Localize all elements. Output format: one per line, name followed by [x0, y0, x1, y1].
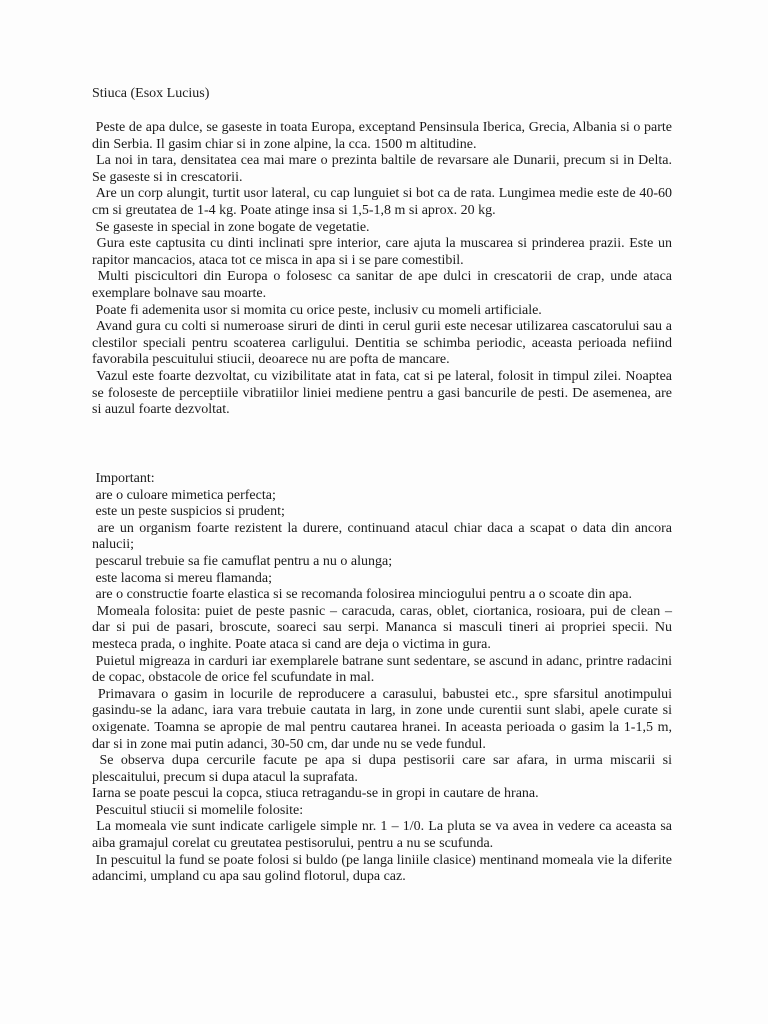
intro-paragraph: Multi piscicultori din Europa o folosesc ca sanitar de ape dulci in crescatorii de crap, unde ataca exemplare bolnave sau moarte. [92, 269, 676, 301]
fishing-heading: Pescuitul stiucii si momelile folosite: [92, 802, 304, 818]
important-item: este un peste suspicios si prudent; [92, 504, 285, 520]
intro-paragraph: Peste de apa dulce, se gaseste in toata Europa, exceptand Pensinsula Iberica, Grecia, Albania si o parte din Serbia. Il gasim chiar si in zone alpine, la cca. 1500 m altitudine. [92, 120, 676, 152]
intro-section [92, 120, 676, 419]
intro-paragraph: Se gaseste in special in zone bogate de vegetatie. [92, 219, 370, 235]
important-item: are o culoare mimetica perfecta; [92, 487, 276, 503]
live-bait-paragraph: La momeala vie sunt indicate carligele simple nr. 1 – 1/0. La pluta se va avea in vedere ca aceasta sa aiba gramajul corelat cu greutatea pestisorului, pentru a nu se scufunda. [92, 819, 676, 852]
important-item: are o constructie foarte elastica si se recomanda folosirea minciogului pentru a o scoate din apa. [92, 587, 632, 603]
important-item: are un organism foarte rezistent la durere, continuand atacul chiar daca a scapat o data din ancora nalucii; [92, 520, 676, 553]
seasons-paragraph: Primavara o gasim in locurile de reproducere a carasului, babustei etc., spre sfarsitul anotimpului gasindu-se la adanc, iara vara trebuie cautata in larg, in zone unde curentii sunt slabi, apele curate si oxigenate. Toamna se apropie de mal pentru cautarea hranei. In aceasta perioada o gasim la 1-1,5 m, dar si in zone mai putin adanci, 30-50 cm, dar unde nu se vede fundul. [92, 686, 676, 752]
intro-paragraph: Vazul este foarte dezvoltat, cu vizibilitate atat in fata, cat si pe lateral, folosit in timpul zilei. Noaptea se foloseste de perceptiile vibratiilor liniei mediene pentru a gasi bancurile de pesti. De asemenea, are si auzul foarte dezvoltat. [92, 368, 676, 418]
important-heading: Important: [92, 471, 155, 486]
important-section [92, 471, 676, 886]
bait-paragraph: Momeala folosita: puiet de peste pasnic – caracuda, caras, oblet, ciortanica, rosioara, pui de clean – dar si pui de pasari, broscute, soareci sau serpi. Mananca si masculi tineri ai propriei specii. Nu mesteca prada, o inghite. Poate ataca si cand are deja o victima in gura. [92, 603, 676, 652]
observation-paragraph: Se observa dupa cercurile facute pe apa si dupa pestisorii care sar afara, in urma miscarii si plescaitului, precum si dupa atacul la suprafata. [92, 753, 676, 785]
intro-paragraph: Are un corp alungit, turtit usor lateral, cu cap lunguiet si bot ca de rata. Lungimea medie este de 40-60 cm si greutatea de 1-4 kg. Poate atinge insa si 1,5-1,8 m si aprox. 20 kg. [92, 186, 676, 218]
intro-paragraph: Poate fi ademenita usor si momita cu orice peste, inclusiv cu momeli artificiale. [92, 302, 542, 318]
intro-paragraph: Avand gura cu colti si numeroase siruri de dinti in cerul gurii este necesar utilizarea cascatorului sau a clestilor speciali pentru scoaterea carligului. Dentitia se schimba periodic, aceasta perioada nefiind favorabila pescuitului stiucii, deoarece nu are pofta de mancare. [92, 319, 676, 368]
intro-paragraph: La noi in tara, densitatea cea mai mare o prezinta baltile de revarsare ale Dunarii, precum si in Delta. Se gaseste si in crescatorii. [92, 153, 676, 185]
bottom-fishing-paragraph: In pescuitul la fund se poate folosi si buldo (pe langa liniile clasice) mentinand momeala vie la diferite adancimi, umpland cu apa sau golind flotorul, dupa caz. [92, 852, 676, 885]
document-title: Stiuca (Esox Lucius) [92, 86, 210, 101]
important-item: este lacoma si mereu flamanda; [92, 570, 272, 586]
intro-paragraph: Gura este captusita cu dinti inclinati spre interior, care ajuta la muscarea si prinderea prazii. Este un rapitor mancacios, ataca tot ce misca in apa si i se pare comestibil. [92, 236, 676, 268]
important-item: pescarul trebuie sa fie camuflat pentru a nu o alunga; [92, 553, 393, 569]
habitat-paragraph: Puietul migreaza in carduri iar exemplarele batrane sunt sedentare, se ascund in adanc, printre radacini de copac, obstacole de orice fel scufundate in mal. [92, 653, 676, 686]
winter-paragraph: Iarna se poate pescui la copca, stiuca retragandu-se in gropi in cautare de hrana. [92, 786, 539, 802]
